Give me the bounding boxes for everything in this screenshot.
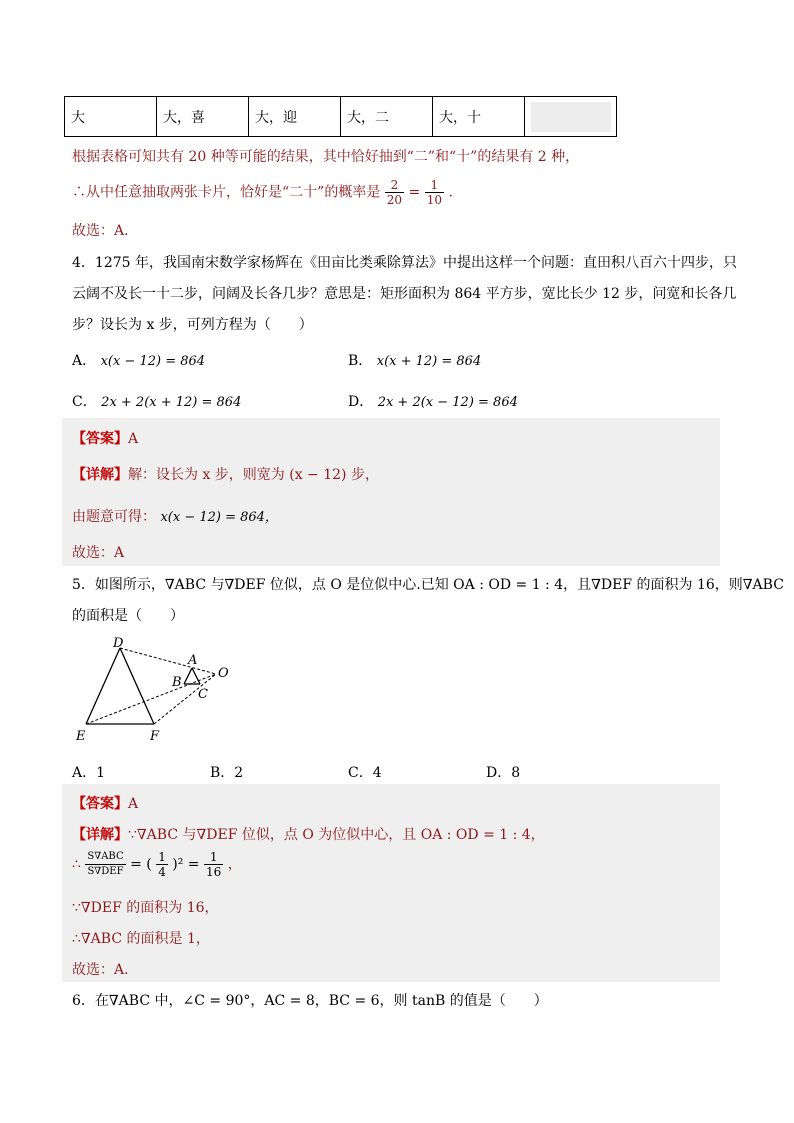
comma: ，: [227, 856, 242, 873]
edge-df: [120, 648, 154, 724]
detail-text: ∵∇ABC 与∇DEF 位似，点 O 为位似中心，且 OA : OD = 1 : 4，: [128, 827, 545, 843]
option-text: x(x + 12) = 864: [376, 354, 482, 369]
therefore-sign: ∴: [72, 856, 81, 873]
q4-option-b: [348, 350, 481, 370]
q5-question-line1: 5．如图所示，∇ABC 与∇DEF 位似，点 O 是位似中心.已知 OA : OD = 1 : 4，且∇DEF 的面积为 16，则∇ABC: [72, 577, 784, 593]
answer-value: A: [128, 796, 139, 812]
option-text: 2x + 2(x + 12) = 864: [101, 395, 242, 410]
q5-answer: [72, 793, 138, 813]
option-text: 2x + 2(x − 12) = 864: [377, 395, 518, 410]
triangle-abc: [184, 668, 200, 684]
q5-option-c: C．4: [348, 765, 382, 781]
q3-explanation-line2: [72, 178, 453, 207]
equals-sign: =: [408, 184, 421, 201]
label-b: B: [172, 675, 182, 690]
empty-cell-fill: [531, 102, 611, 132]
q4-question-line1: 4．1275 年，我国南宋数学家杨辉在《田亩比类乘除算法》中提出这样一个问题：直田积八百六十四步，只: [72, 255, 737, 271]
ray-do: [120, 648, 216, 674]
answer-tag: 【答案】: [72, 431, 128, 447]
frac-num: 1: [204, 850, 223, 865]
label-o: O: [218, 666, 229, 681]
q4-option-a: [72, 350, 205, 370]
q5-option-a: A．1: [72, 765, 106, 781]
triangle-def: [86, 648, 154, 724]
q5-detail-line1: [72, 824, 545, 844]
q5-choice: 故选：A．: [72, 962, 139, 978]
frac-num: 1: [425, 178, 444, 193]
frac-num: S∇ABC: [85, 850, 125, 865]
q4-answer: [72, 428, 138, 448]
label-e: E: [76, 729, 86, 744]
label-c: C: [198, 687, 208, 702]
q4-detail-line2: [72, 506, 278, 526]
option-label: D．: [348, 394, 374, 410]
table-cell: 大: [65, 97, 157, 137]
q5-detail-line4: ∴∇ABC 的面积是 1，: [72, 931, 210, 947]
table-cell: 大，迎: [249, 97, 341, 137]
fraction-1-10: [425, 178, 444, 207]
table-cell: 大，喜: [157, 97, 249, 137]
fraction-1-4: [156, 850, 168, 879]
detail-tag: 【详解】: [72, 467, 128, 483]
q3-choice: 故选：A．: [72, 223, 139, 239]
q5-option-b: B．2: [210, 765, 244, 781]
q5-detail-line3: ∵∇DEF 的面积为 16，: [72, 900, 219, 916]
detail-tag: 【详解】: [72, 827, 128, 843]
label-d: D: [113, 636, 124, 651]
detail-text: 解：设长为 x 步，则宽为 (x − 12) 步，: [128, 467, 379, 483]
q5-ratio-line: [72, 850, 242, 879]
q3-explanation-line1: 根据表格可知共有 20 种等可能的结果，其中恰好抽到“二”和“十”的结果有 2 种，: [72, 149, 580, 165]
answer-tag: 【答案】: [72, 796, 128, 812]
fraction-2-20: [385, 178, 404, 207]
q5-question-line2: 的面积是（ ）: [72, 608, 184, 624]
q4-option-c: [72, 391, 241, 411]
q4-question-line2: 云阔不及长一十二步，问阔及长各几步？意思是：矩形面积为 864 平方步，宽比长少 12 步，问宽和长各几: [72, 286, 737, 302]
table-cell: 大，二: [341, 97, 433, 137]
frac-num: 1: [158, 850, 166, 864]
frac-den: 10: [426, 193, 442, 207]
frac-den: S∇DEF: [87, 866, 124, 877]
option-label: A．: [72, 353, 97, 369]
frac-num: 2: [385, 178, 404, 193]
frac-den: 4: [158, 865, 166, 879]
edge-ab: [184, 668, 192, 684]
q5-answer-block: [62, 784, 720, 982]
option-text: x(x − 12) = 864: [100, 354, 206, 369]
outcome-table: [64, 96, 617, 137]
q3-line2-text: ∴从中任意抽取两张卡片，恰好是“二十”的概率是: [72, 184, 381, 201]
frac-den: 16: [206, 865, 222, 879]
q4-answer-block: [62, 418, 720, 566]
period: .: [448, 184, 453, 201]
frac-den: 20: [386, 193, 403, 207]
area-ratio-fraction: [85, 850, 125, 879]
label-a: A: [188, 653, 198, 668]
option-label: C．: [72, 394, 97, 410]
q4-detail-line1: [72, 464, 379, 484]
q4-choice: 故选：A: [72, 545, 125, 561]
ratio-power: )² =: [172, 856, 200, 873]
q6-question-line1: 6．在∇ABC 中，∠C = 90°，AC = 8，BC = 6，则 tanB 的值是（ ）: [72, 993, 548, 1009]
q4-question-line3: 步？设长为 x 步，可列方程为（ ）: [72, 317, 313, 333]
table-cell-empty: [525, 97, 617, 137]
q5-option-d: D．8: [486, 765, 521, 781]
q4-option-d: [348, 391, 518, 411]
fraction-1-16: [204, 850, 223, 879]
answer-value: A: [128, 431, 139, 447]
table-cell: 大，十: [433, 97, 525, 137]
detail-equation: x(x − 12) = 864，: [160, 510, 278, 525]
ratio-mid: = (: [130, 856, 152, 873]
homothety-figure: [70, 636, 240, 746]
detail-text: 由题意可得：: [72, 509, 156, 525]
label-f: F: [150, 729, 160, 744]
option-label: B．: [348, 353, 373, 369]
table-row: [65, 97, 617, 137]
